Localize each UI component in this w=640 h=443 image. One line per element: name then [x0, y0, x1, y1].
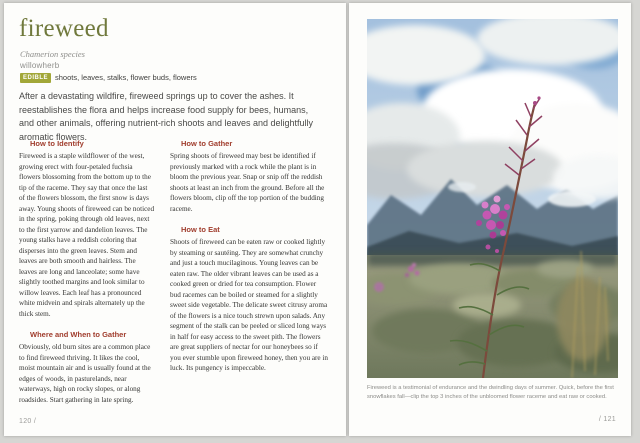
edible-parts: shoots, leaves, stalks, flower buds, flowers	[55, 73, 197, 83]
page-title: fireweed	[19, 15, 109, 42]
body-how-to-gather: Spring shoots of fireweed may best be identified if previously marked with a rock while the plant is in bloom the previous year. Snap or snip off the reddish shoots at least an inch from the ground. Before all the flowers bloom, clip off the top portion of the budding raceme.	[170, 152, 325, 213]
species-name: Chamerion species	[20, 49, 85, 59]
body-how-to-eat: Shoots of fireweed can be eaten raw or cooked lightly by steaming or sautéing. They are somewhat crunchy and just a touch mucilaginous. Young leaves can be eaten raw. The older vibrant leaves can be used as a cooked green or dried for tea consumption. Flower bud racemes can be boiled or steamed for a slightly sweet side vegetable. The delicate sweet citrusy aroma of the flowers is a nice touch strewn upon salads. Any segment of the stalk can be peeled or sliced long ways in half for easy access to the sweet pith. The flowers are great suppliers of nectar for our honeybees so if you ever stumble upon fireweed honey, then you are in luck. Its pungency is impeccable.	[170, 238, 329, 373]
body-where-when-gather: Obviously, old burn sites are a common place to find fireweed thriving. It likes the cool, moist mountain air and is usually found at the edges of woods, in pasturelands, near waterways, high on rocky slopes, or along roadsides. Start gathering in late spring.	[19, 343, 151, 404]
photo-caption: Fireweed is a testimonial of endurance and the dwindling days of summer. Quick, before the first snowflakes fall—clip the top 3 inches of the unbloomed flower raceme and eat raw or cooked.	[367, 385, 614, 400]
heading-how-to-gather: How to Gather	[181, 139, 233, 148]
edible-badge: EDIBLE	[20, 73, 51, 83]
edible-row	[20, 73, 197, 83]
body-how-to-identify: Fireweed is a staple wildflower of the west, growing erect with four-petaled fuchsia flowers blossoming from the bottom up to the tip of the raceme. They say that once the last of the flowers blossom, the first snow is days away. Young shoots of fireweed can be noticed in the spring, poking through old leaves, next to the first yarrow and dandelion leaves. The young stalks have a reddish coloring that disperses into the green leaves. Stem and leaves are both smooth and hairless. The leaves are long and lanceolate; some have slightly toothed margins and look similar to willow leaves. Each leaf has a pronounced white midvein and spirals alternately up the thick stem.	[19, 152, 155, 318]
fireweed-photo	[367, 19, 618, 378]
page-number-right: / 121	[598, 416, 616, 423]
column-right	[170, 139, 328, 405]
common-name: willowherb	[20, 61, 60, 70]
right-page	[349, 3, 631, 436]
heading-how-to-eat: How to Eat	[181, 225, 220, 235]
heading-how-to-identify: How to Identify	[30, 139, 84, 148]
heading-where-when-gather: Where and When to Gather	[30, 330, 127, 340]
text-columns	[19, 139, 328, 405]
intro-paragraph: After a devastating wildfire, fireweed springs up to cover the ashes. It reestablishes the flora and helps increase food supply for bees, humans, and other animals, offering nutrient-rich shoots and leaves and delightfully aromatic flowers.	[19, 91, 314, 142]
left-page	[4, 3, 346, 436]
page-number-left: 120 /	[19, 418, 37, 425]
column-left	[19, 139, 155, 405]
fireweed-photo-art	[367, 19, 618, 378]
